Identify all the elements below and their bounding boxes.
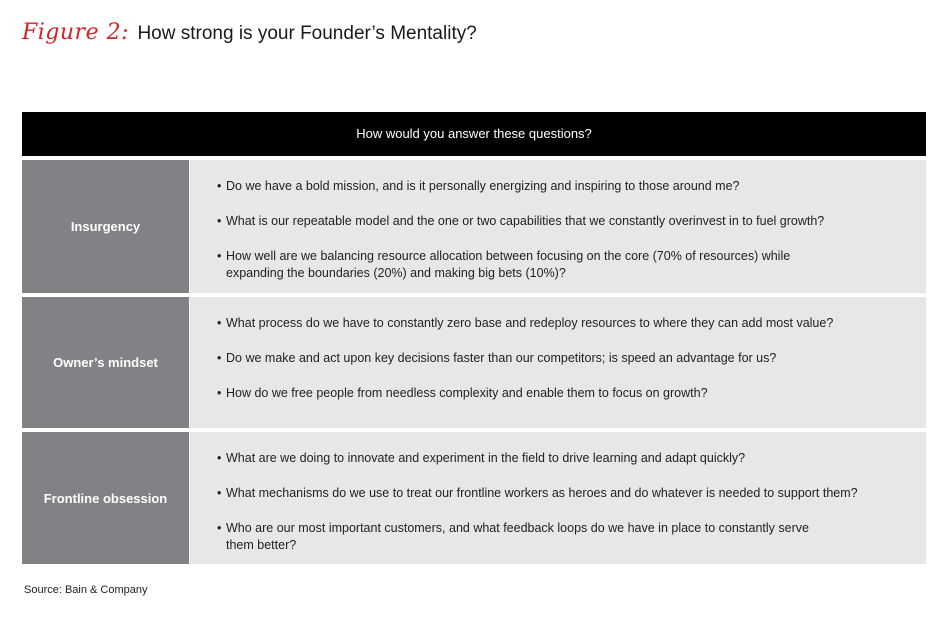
question-text: What is our repeatable model and the one or two capabilities that we constantly overinvest in to fuel growth?	[226, 214, 825, 228]
question-item	[217, 520, 916, 554]
row-label: Frontline obsession	[22, 432, 189, 564]
question-text: Do we have a bold mission, and is it personally energizing and inspiring to those around me?	[226, 179, 740, 193]
question-text: What are we doing to innovate and experiment in the field to drive learning and adapt quickly?	[226, 451, 746, 465]
bullet-icon: •	[217, 214, 222, 228]
question-text: What process do we have to constantly zero base and redeploy resources to where they can add most value?	[226, 316, 834, 330]
table-row-owners-mindset	[22, 297, 926, 428]
bullet-icon: •	[217, 179, 222, 193]
table-row-frontline-obsession	[22, 432, 926, 564]
bullet-icon: •	[217, 451, 222, 465]
question-item	[217, 178, 916, 195]
question-text: Do we make and act upon key decisions faster than our competitors; is speed an advantage for us?	[226, 351, 777, 365]
figure-label: Figure 2:	[22, 20, 129, 45]
question-text: How well are we balancing resource allocation between focusing on the core (70% of resources) while expanding the boundaries (20%) and making big bets (10%)?	[226, 249, 791, 280]
bullet-icon: •	[217, 486, 222, 500]
bullet-icon: •	[217, 351, 222, 365]
question-item	[217, 213, 916, 230]
question-item	[217, 248, 916, 282]
bullet-icon: •	[217, 386, 222, 400]
row-label: Owner’s mindset	[22, 297, 189, 428]
table-row-insurgency	[22, 160, 926, 293]
row-questions	[190, 297, 926, 428]
question-item	[217, 315, 916, 332]
question-text: Who are our most important customers, and what feedback loops do we have in place to constantly serve them better?	[226, 521, 809, 552]
row-questions	[190, 432, 926, 564]
question-item	[217, 485, 916, 502]
figure-title	[22, 20, 477, 45]
table-header: How would you answer these questions?	[22, 112, 926, 156]
row-label: Insurgency	[22, 160, 189, 293]
bullet-icon: •	[217, 521, 222, 535]
questions-table	[22, 112, 926, 568]
figure-heading: How strong is your Founder’s Mentality?	[137, 23, 477, 44]
question-text: What mechanisms do we use to treat our frontline workers as heroes and do whatever is needed to support them?	[226, 486, 858, 500]
bullet-icon: •	[217, 249, 222, 263]
question-item	[217, 385, 916, 402]
source-note: Source: Bain & Company	[24, 584, 148, 596]
question-item	[217, 450, 916, 467]
question-item	[217, 350, 916, 367]
bullet-icon: •	[217, 316, 222, 330]
row-questions	[190, 160, 926, 293]
question-text: How do we free people from needless complexity and enable them to focus on growth?	[226, 386, 708, 400]
